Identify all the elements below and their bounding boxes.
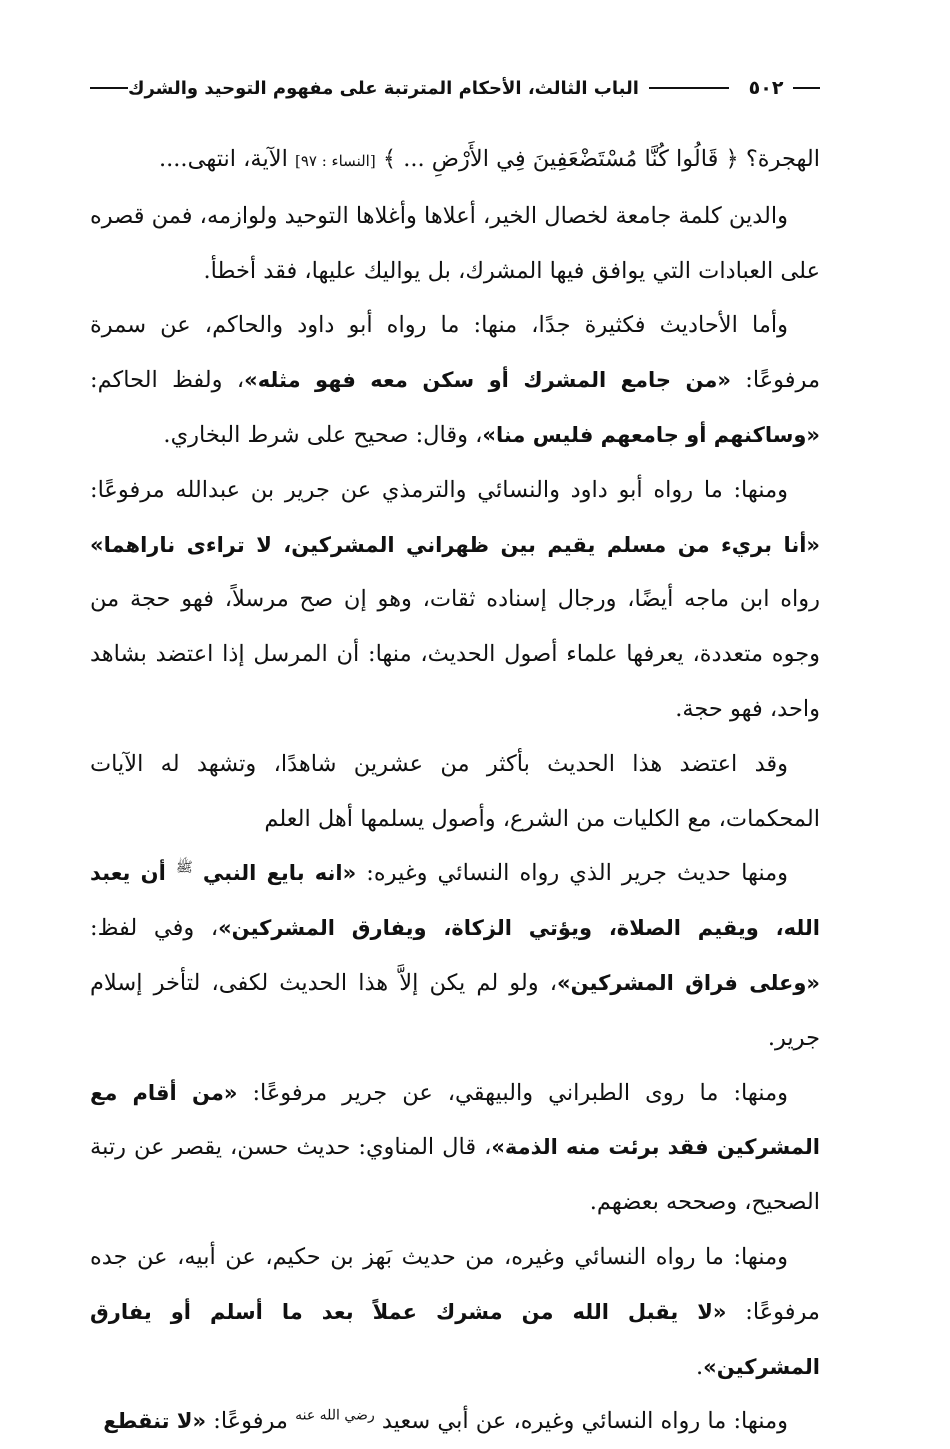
paragraph-8 <box>90 1230 820 1394</box>
honorific-salawat: ﷺ <box>175 859 193 876</box>
running-header <box>90 60 820 116</box>
quran-bracket-open: ﴿ <box>725 146 739 172</box>
hadith-quote-3: «أنا بريء من مسلم يقيم بين ظهراني المشركين، لا تراءى ناراهما» <box>90 532 820 557</box>
chapter-title: الباب الثالث، الأحكام المترتبة على مفهوم التوحيد والشرك <box>127 77 639 99</box>
hadith-quote-4b: أن يعبد الله، ويقيم الصلاة، ويؤتي الزكاة، ويفارق المشركين» <box>90 861 820 941</box>
paragraph-9 <box>90 1394 820 1449</box>
paragraph-3-text-a: وأما الأحاديث فكثيرة جدًا، منها: ما رواه أبو داود والحاكم، عن سمرة مرفوعًا: <box>90 312 821 394</box>
hadith-quote-6: «من أقام مع المشركين فقد برئت منه الذمة» <box>90 1080 820 1160</box>
paragraph-4-text-a: ومنها: ما رواه أبو داود والنسائي والترمذي عن جرير بن عبدالله مرفوعًا: <box>90 476 788 503</box>
body-text <box>90 132 820 1449</box>
paragraph-9-text-b: مرفوعًا: <box>213 1408 288 1435</box>
paragraph-1 <box>90 132 820 189</box>
paragraph-3-text-b: ، ولفظ الحاكم: <box>90 367 245 394</box>
paragraph-6-text-c: ، ولو لم يكن إلاَّ هذا الحديث لكفى، لتأخر إسلام جرير. <box>90 969 820 1051</box>
paragraph-6-text-b: ، وفي لفظ: <box>90 915 219 942</box>
paragraph-5: وقد اعتضد هذا الحديث بأكثر من عشرين شاهدًا، وتشهد له الآيات المحكمات، مع الكليات من الشرع، وأصول يسلمها أهل العلم <box>90 750 820 832</box>
paragraph-1-lead: الهجرة؟ <box>745 146 820 172</box>
paragraph-8-text-a: ومنها: ما رواه النسائي وغيره، من حديث بَهز بن حكيم، عن أبيه، عن جده مرفوعًا: <box>90 1243 820 1325</box>
hadith-quote-8: «لا تنقطع <box>103 1409 207 1434</box>
book-page <box>90 60 820 1449</box>
paragraph-9-text-a: ومنها: ما رواه النسائي وغيره، عن أبي سعيد <box>381 1408 788 1435</box>
paragraph-7-text-a: ومنها: ما روى الطبراني والبيهقي، عن جرير مرفوعًا: <box>252 1079 788 1106</box>
quran-bracket-close: ﴾ <box>382 146 397 172</box>
page-number: ٥٠٢ <box>748 77 784 99</box>
hadith-quote-4a: «انه بايع النبي <box>202 861 357 886</box>
hadith-quote-5: «وعلى فراق المشركين» <box>557 970 820 995</box>
paragraph-4 <box>90 463 820 737</box>
paragraph-3 <box>90 298 820 462</box>
honorific-radiallah: رضي الله عنه <box>295 1407 375 1424</box>
quran-verse: قَالُوا كُنَّا مُسْتَضْعَفِينَ فِي الأَرْضِ ... <box>403 146 719 172</box>
paragraph-2: والدين كلمة جامعة لخصال الخير، أعلاها وأغلاها التوحيد ولوازمه، فمن قصره على العبادات التي يوافق فيها المشرك، بل يواليك عليها، فقد أخطأ. <box>90 202 820 284</box>
hadith-quote-7: «لا يقبل الله من مشرك عملاً بعد ما أسلم أو يفارق المشركين» <box>90 1299 820 1379</box>
header-rule-right <box>793 87 820 89</box>
hadith-quote-1: «من جامع المشرك أو سكن معه فهو مثله» <box>244 368 731 393</box>
header-rule-left <box>90 87 128 89</box>
header-rule-middle <box>649 87 729 89</box>
paragraph-7 <box>90 1066 820 1230</box>
paragraph-1-tail: الآية، انتهى.... <box>158 146 288 172</box>
paragraph-8-text-b: . <box>696 1353 704 1380</box>
paragraph-4-text-b: رواه ابن ماجه أيضًا، ورجال إسناده ثقات، وهو إن صح مرسلاً، فهو حجة من وجوه متعددة، يعرفها علماء أصول الحديث، منها: أن المرسل إذا اعتضد بشاهد واحد، فهو حجة. <box>90 586 820 722</box>
paragraph-3-text-c: ، وقال: صحيح على شرط البخاري. <box>163 421 483 448</box>
hadith-quote-2: «وساكنهم أو جامعهم فليس منا» <box>482 422 820 447</box>
paragraph-7-text-b: ، قال المناوي: حديث حسن، يقصر عن رتبة الصحيح، وصححه بعضهم. <box>90 1134 820 1216</box>
paragraph-6-text-a: ومنها حديث جرير الذي رواه النسائي وغيره: <box>366 860 789 887</box>
paragraph-6 <box>90 846 820 1065</box>
verse-citation: [النساء : ٩٧] <box>294 152 376 170</box>
